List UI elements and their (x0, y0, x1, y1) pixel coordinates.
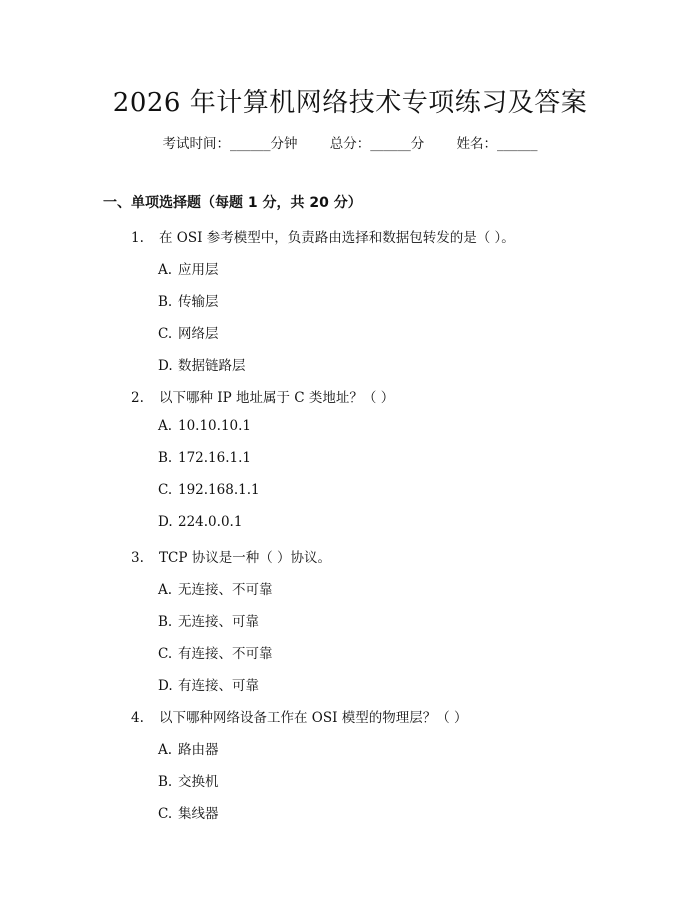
option-text: 172.16.1.1 (178, 450, 251, 466)
question-text: 以下哪种 IP 地址属于 C 类地址？（ ） (159, 390, 395, 406)
question-1-option-a (158, 258, 219, 278)
option-text: 224.0.0.1 (178, 514, 243, 530)
question-text: 在 OSI 参考模型中，负责路由选择和数据包转发的是（ ）。 (159, 230, 515, 246)
question-4-option-a (158, 738, 219, 758)
option-letter: D. (158, 358, 173, 374)
question-4-option-c (158, 802, 219, 822)
option-letter: B. (158, 450, 173, 466)
option-letter: D. (158, 678, 173, 694)
question-4 (131, 706, 468, 726)
option-text: 无连接、不可靠 (178, 582, 273, 598)
option-letter: D. (158, 514, 173, 530)
question-2-option-a (158, 418, 251, 434)
question-3-option-a (158, 578, 273, 598)
question-1-option-b (158, 290, 219, 310)
question-number: 1. (131, 230, 144, 246)
question-3-option-c (158, 642, 273, 662)
option-text: 交换机 (178, 774, 219, 790)
question-2 (131, 386, 394, 406)
question-2-option-c (158, 482, 260, 498)
page-title: 2026 年计算机网络技术专项练习及答案 (112, 88, 588, 118)
question-text: TCP 协议是一种（ ）协议。 (159, 550, 331, 566)
option-letter: C. (158, 806, 173, 822)
option-letter: C. (158, 326, 173, 342)
option-letter: A. (158, 582, 173, 598)
exam-time-field: 考试时间：______分钟 (162, 136, 298, 152)
option-letter: B. (158, 774, 173, 790)
name-field: 姓名：______ (456, 136, 538, 152)
option-letter: B. (158, 614, 173, 630)
option-letter: A. (158, 742, 173, 758)
question-2-option-b (158, 450, 251, 466)
section-heading: 一、单项选择题（每题 1 分，共 20 分） (103, 195, 362, 211)
question-3-option-b (158, 610, 259, 630)
option-text: 应用层 (178, 262, 219, 278)
option-text: 有连接、可靠 (178, 678, 259, 694)
option-text: 无连接、可靠 (178, 614, 259, 630)
question-number: 2. (131, 390, 144, 406)
option-text: 10.10.10.1 (178, 418, 251, 434)
question-4-option-b (158, 770, 219, 790)
question-number: 3. (131, 550, 144, 566)
question-text: 以下哪种网络设备工作在 OSI 模型的物理层？（ ） (159, 710, 468, 726)
question-1-option-d (158, 354, 246, 374)
total-score-field: 总分：______分 (329, 136, 425, 152)
option-letter: C. (158, 482, 173, 498)
option-text: 数据链路层 (178, 358, 246, 374)
option-letter: B. (158, 294, 173, 310)
question-3 (131, 546, 331, 566)
option-text: 路由器 (178, 742, 219, 758)
question-3-option-d (158, 674, 259, 694)
question-number: 4. (131, 710, 144, 726)
question-2-option-d (158, 514, 242, 530)
option-text: 网络层 (178, 326, 219, 342)
option-text: 集线器 (178, 806, 219, 822)
exam-info (0, 132, 700, 152)
option-text: 传输层 (178, 294, 219, 310)
option-letter: C. (158, 646, 173, 662)
option-letter: A. (158, 418, 173, 434)
question-1-option-c (158, 322, 219, 342)
option-text: 192.168.1.1 (178, 482, 260, 498)
question-1 (131, 226, 515, 246)
option-letter: A. (158, 262, 173, 278)
option-text: 有连接、不可靠 (178, 646, 273, 662)
